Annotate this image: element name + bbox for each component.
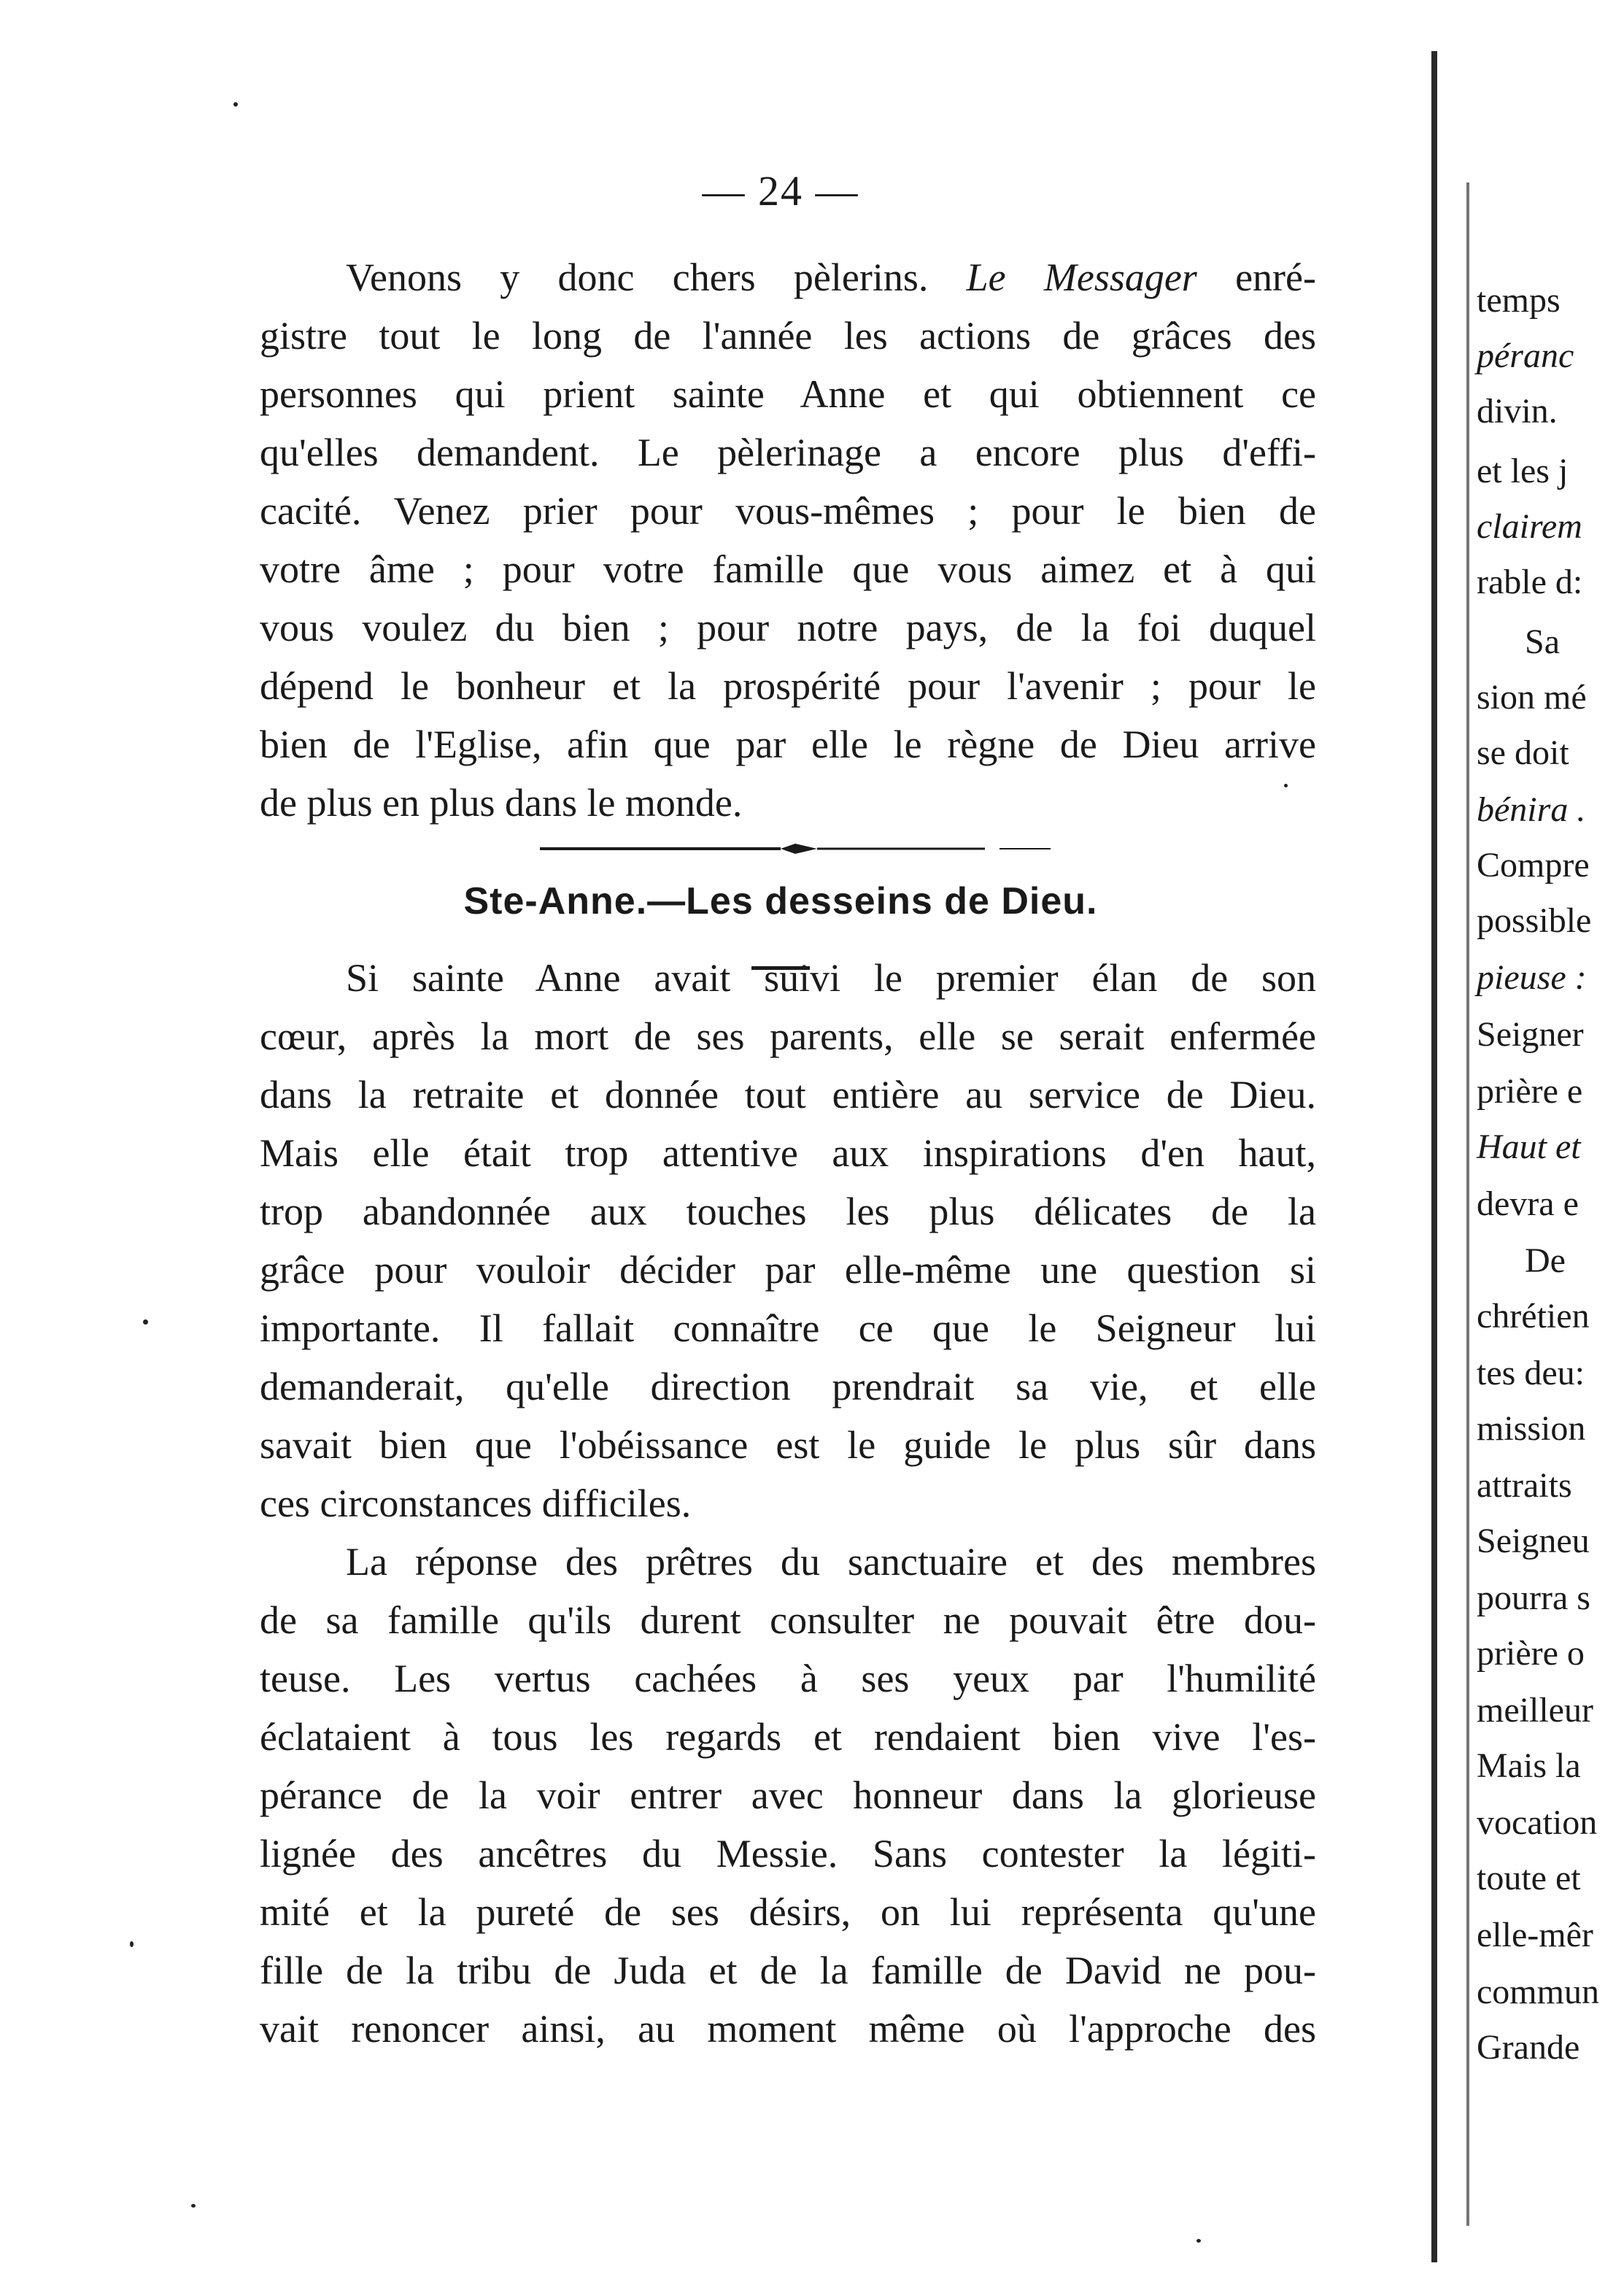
text-line: La réponse des prêtres du sanctuaire et des membres xyxy=(346,1540,1316,1584)
text-line: de plus en plus dans le monde. xyxy=(260,781,743,825)
text-line: ces circonstances difficiles. xyxy=(260,1481,692,1525)
text-line: savait bien que l'obéissance est le guide le plus sûr dans xyxy=(260,1423,1316,1467)
text-line: Mais elle était trop attentive aux inspirations d'en haut, xyxy=(260,1131,1316,1175)
fragment-line: chrétien xyxy=(1477,1297,1590,1336)
fragment-line: rable d: xyxy=(1477,563,1583,601)
text-line: éclataient à tous les regards et rendaient bien vive l'es- xyxy=(260,1715,1316,1759)
text-line: demanderait, qu'elle direction prendrait sa vie, et elle xyxy=(260,1365,1316,1408)
text-line: teuse. Les vertus cachées à ses yeux par l'humilité xyxy=(260,1657,1316,1700)
text-line: personnes qui prient sainte Anne et qui obtiennent ce xyxy=(260,372,1316,416)
page-edge-line xyxy=(1466,182,1469,2226)
scan-speck xyxy=(233,102,238,107)
fragment-line: tes deu: xyxy=(1477,1354,1585,1392)
page-number: — 24 — xyxy=(702,167,859,215)
text-line: Si sainte Anne avait suivi le premier élan de son xyxy=(346,956,1316,1000)
fragment-line: sion mé xyxy=(1477,678,1587,717)
section-heading: Ste-Anne.—Les desseins de Dieu. xyxy=(463,880,1098,922)
fragment-line: Compre xyxy=(1477,846,1590,884)
fragment-line: prière e xyxy=(1477,1072,1583,1111)
paragraph-pilgrims xyxy=(260,248,1316,832)
fragment-line: Seigner xyxy=(1477,1015,1584,1054)
text-line: grâce pour vouloir décider par elle-même une question si xyxy=(260,1248,1316,1292)
page-gutter-line xyxy=(1431,51,1437,2262)
fragment-line: attraits xyxy=(1477,1466,1572,1505)
fragment-line: Sa xyxy=(1525,623,1560,661)
fragment-line: clairem xyxy=(1477,507,1582,546)
fragment-line: prière o xyxy=(1477,1634,1585,1673)
fragment-line: pieuse : xyxy=(1477,958,1587,997)
text-line: de sa famille qu'ils durent consulter ne pouvait être dou- xyxy=(260,1598,1316,1642)
scan-speck xyxy=(143,1319,148,1325)
fragment-line: divin. xyxy=(1477,392,1558,431)
text-line: fille de la tribu de Juda et de la famille de David ne pou- xyxy=(260,1949,1316,1992)
scan-speck xyxy=(130,1941,134,1947)
fragment-line: possible xyxy=(1477,901,1592,940)
fragment-line: mission xyxy=(1477,1409,1586,1448)
text-line: cœur, après la mort de ses parents, elle se serait enfermée xyxy=(260,1014,1316,1058)
fragment-line: elle-mêr xyxy=(1477,1916,1593,1954)
fragment-line: meilleur xyxy=(1477,1691,1593,1730)
text-line: dépend le bonheur et la prospérité pour l'avenir ; pour le xyxy=(260,664,1316,708)
scan-speck xyxy=(1284,784,1288,787)
journal-title: Le Messager xyxy=(966,255,1197,299)
fragment-line: temps xyxy=(1477,281,1561,320)
text-line: vous voulez du bien ; pour notre pays, de la foi duquel xyxy=(260,606,1316,650)
fragment-line: péranc xyxy=(1477,336,1574,375)
fragment-line: et les j xyxy=(1477,452,1569,490)
fragment-line: Grande xyxy=(1477,2028,1580,2067)
text-line: pérance de la voir entrer avec honneur dans la glorieuse xyxy=(260,1773,1316,1817)
paragraph-designs xyxy=(260,949,1316,2058)
fragment-line: Seigneu xyxy=(1477,1522,1590,1560)
text-line: dans la retraite et donnée tout entière au service de Dieu. xyxy=(260,1073,1316,1117)
fragment-line: pourra s xyxy=(1477,1579,1590,1617)
fragment-line: vocation xyxy=(1477,1803,1598,1842)
fragment-line: Haut et xyxy=(1477,1128,1581,1166)
fragment-line: commun xyxy=(1477,1973,1599,2011)
fragment-line: devra e xyxy=(1477,1184,1579,1223)
fragment-line: toute et xyxy=(1477,1859,1581,1897)
scan-speck xyxy=(191,2204,196,2208)
text-line: importante. Il fallait connaître ce que le Seigneur lui xyxy=(260,1306,1316,1350)
text-line: mité et la pureté de ses désirs, on lui représenta qu'une xyxy=(260,1890,1316,1934)
text-line: votre âme ; pour votre famille que vous aimez et à qui xyxy=(260,547,1316,591)
text-line: cacité. Venez prier pour vous-mêmes ; pour le bien de xyxy=(260,489,1316,533)
text-line: gistre tout le long de l'année les actions de grâces des xyxy=(260,314,1316,358)
text-line: vait renoncer ainsi, au moment même où l'approche des xyxy=(260,2007,1316,2051)
scan-speck xyxy=(1196,2239,1201,2243)
ornamental-divider xyxy=(540,838,1051,860)
fragment-line: bénira . xyxy=(1477,790,1586,829)
fragment-line: se doit xyxy=(1477,733,1569,772)
text-line: qu'elles demandent. Le pèlerinage a encore plus d'effi- xyxy=(260,431,1316,474)
text-line: trop abandonnée aux touches les plus délicates de la xyxy=(260,1190,1316,1233)
text-line: lignée des ancêtres du Messie. Sans contester la légiti- xyxy=(260,1832,1316,1876)
fragment-line: De xyxy=(1525,1241,1566,1280)
fragment-line: Mais la xyxy=(1477,1746,1581,1785)
text-line: Venons y donc chers pèlerins. Le Messager enré- xyxy=(346,255,1316,299)
text-line: bien de l'Eglise, afin que par elle le règne de Dieu arrive xyxy=(260,722,1316,766)
